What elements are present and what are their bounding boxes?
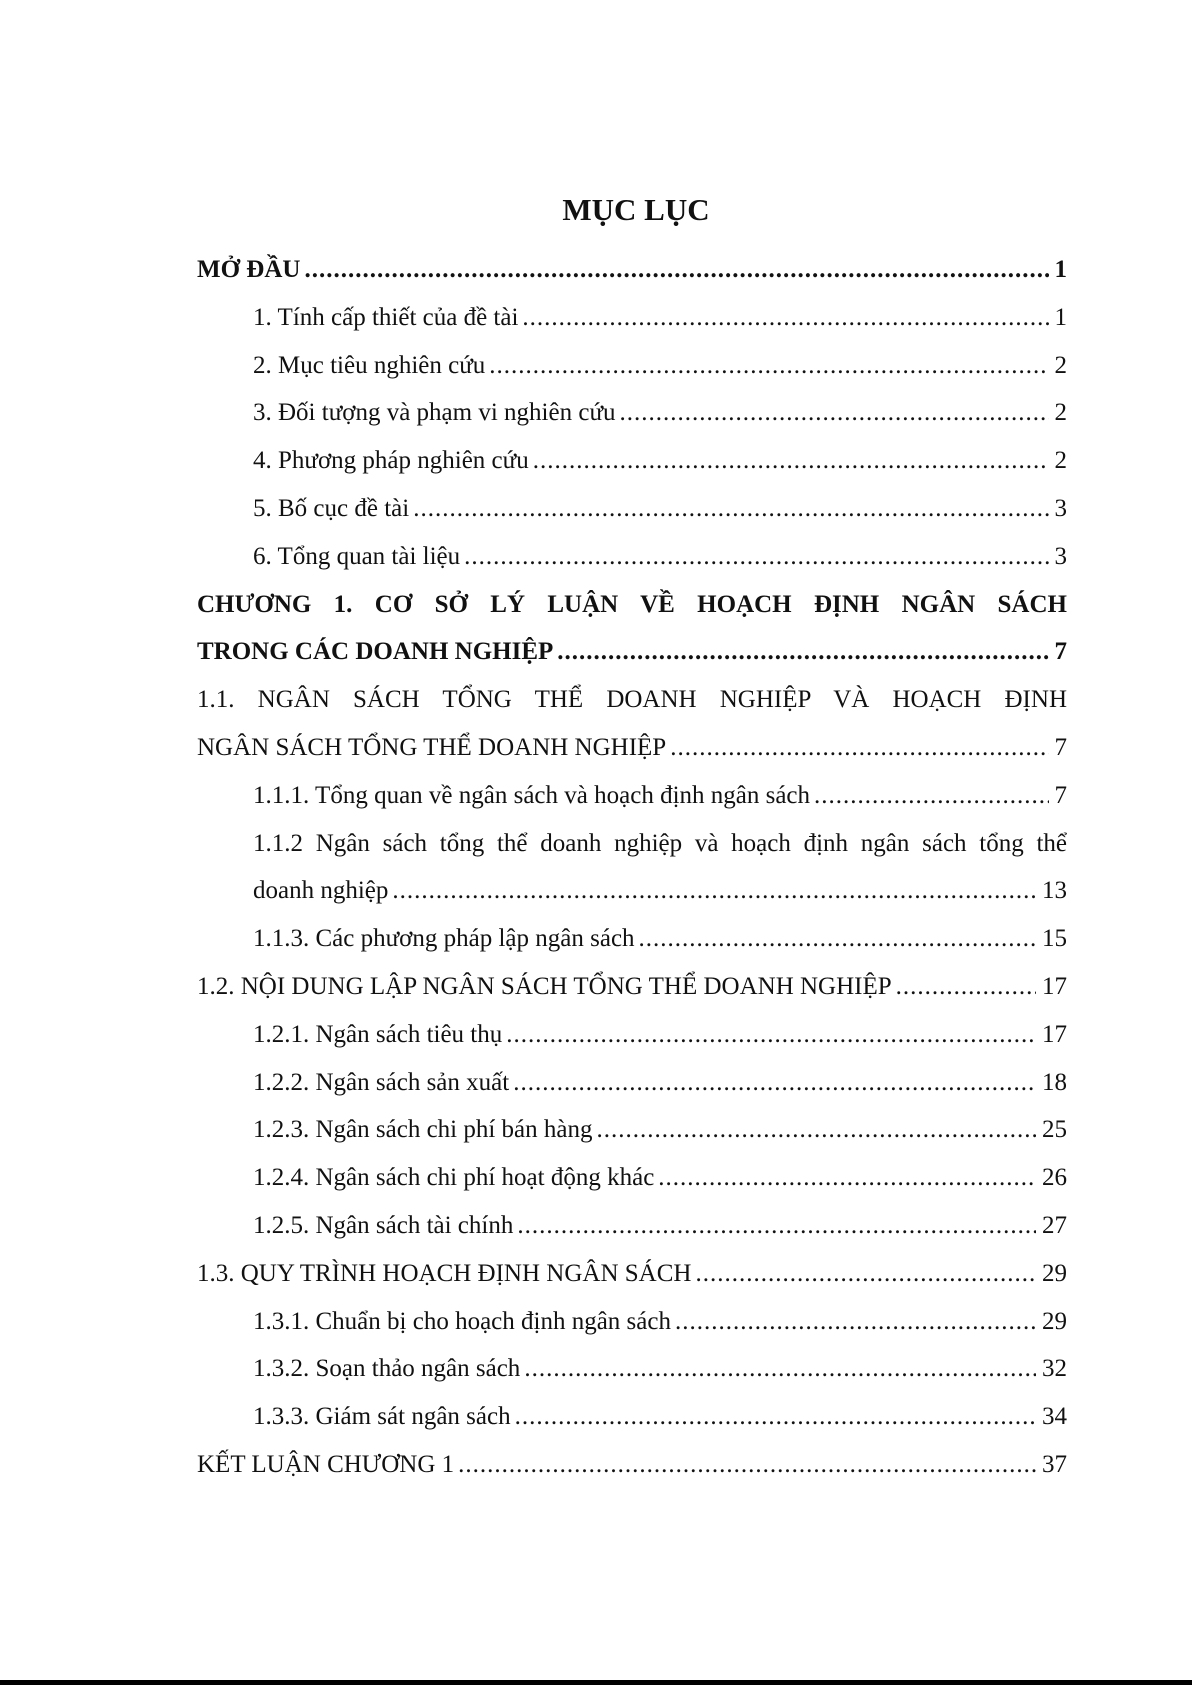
toc-page-number: 17 xyxy=(1042,1020,1067,1048)
toc-page-number: 7 xyxy=(1054,733,1067,761)
toc-page-number: 1 xyxy=(1054,303,1067,331)
dot-leader xyxy=(392,867,1036,915)
toc-page-number: 29 xyxy=(1042,1307,1067,1335)
toc-entry-1-1-3[interactable] xyxy=(197,915,1067,963)
toc-entry-text-line1: CHƯƠNG 1. CƠ SỞ LÝ LUẬN VỀ HOẠCH ĐỊNH NGÂN SÁCH xyxy=(197,590,1067,618)
toc-entry-text: 1.3.2. Soạn thảo ngân sách xyxy=(253,1355,521,1383)
toc-entry-ket-luan[interactable] xyxy=(197,1441,1067,1489)
toc-page-number: 32 xyxy=(1042,1355,1067,1383)
toc-page-number: 29 xyxy=(1042,1259,1067,1287)
toc-entry-text-line2: doanh nghiệp xyxy=(253,877,389,905)
dot-leader xyxy=(458,1441,1036,1489)
toc-page-number: 37 xyxy=(1042,1450,1067,1478)
toc-entry-text: 1.2.5. Ngân sách tài chính xyxy=(253,1211,514,1239)
toc-page-number: 27 xyxy=(1042,1211,1067,1239)
toc-entry-text: 1.2.3. Ngân sách chi phí bán hàng xyxy=(253,1116,593,1144)
toc-entry-text: 1. Tính cấp thiết của đề tài xyxy=(253,303,519,331)
toc-entry-text-line1: 1.1. NGÂN SÁCH TỔNG THỂ DOANH NGHIỆP VÀ HOẠCH ĐỊNH xyxy=(197,686,1067,714)
dot-leader xyxy=(413,485,1048,533)
toc-entry-1-2-4[interactable] xyxy=(197,1154,1067,1202)
toc-entry-chuong-1[interactable] xyxy=(197,581,1067,677)
dot-leader xyxy=(506,1011,1036,1059)
toc-entry-text: 3. Đối tượng và phạm vi nghiên cứu xyxy=(253,399,616,427)
dot-leader xyxy=(597,1106,1036,1154)
toc-entry-1-2-1[interactable] xyxy=(197,1011,1067,1059)
toc-entry-mo-dau[interactable] xyxy=(197,246,1067,294)
toc-entry-1-2-3[interactable] xyxy=(197,1106,1067,1154)
toc-entry-doi-tuong[interactable] xyxy=(197,389,1067,437)
toc-entry-muc-tieu[interactable] xyxy=(197,342,1067,390)
toc-entry-text: 1.2.2. Ngân sách sản xuất xyxy=(253,1068,510,1096)
toc-entry-text-line2: NGÂN SÁCH TỔNG THỂ DOANH NGHIỆP xyxy=(197,733,667,761)
toc-title: MỤC LỤC xyxy=(562,192,710,227)
toc-entry-text-line1: 1.1.2 Ngân sách tổng thể doanh nghiệp và hoạch định ngân sách tổng thể xyxy=(253,829,1067,857)
toc-entry-text: 1.1.3. Các phương pháp lập ngân sách xyxy=(253,925,635,953)
dot-leader xyxy=(896,963,1036,1011)
toc-entry-text: 2. Mục tiêu nghiên cứu xyxy=(253,351,486,379)
toc-page-number: 25 xyxy=(1042,1116,1067,1144)
toc-entry-text: 1.1.1. Tổng quan về ngân sách và hoạch định ngân sách xyxy=(253,781,811,809)
toc-entry-1-1-2[interactable] xyxy=(197,820,1067,916)
toc-entry-text: 6. Tổng quan tài liệu xyxy=(253,542,461,570)
dot-leader xyxy=(513,1059,1036,1107)
dot-leader xyxy=(675,1298,1036,1346)
toc-page-number: 2 xyxy=(1054,399,1067,427)
bottom-edge-rule xyxy=(0,1680,1192,1685)
toc-entry-text: 4. Phương pháp nghiên cứu xyxy=(253,447,529,475)
dot-leader xyxy=(515,1393,1036,1441)
dot-leader xyxy=(620,389,1049,437)
toc-entry-1-2[interactable] xyxy=(197,963,1067,1011)
dot-leader xyxy=(658,1154,1036,1202)
toc-entry-1-3-3[interactable] xyxy=(197,1393,1067,1441)
toc-entry-1-3[interactable] xyxy=(197,1250,1067,1298)
toc-entry-text: 5. Bố cục đề tài xyxy=(253,494,410,522)
dot-leader xyxy=(489,342,1048,390)
dot-leader xyxy=(304,246,1048,294)
dot-leader xyxy=(814,772,1048,820)
toc-entry-tong-quan[interactable] xyxy=(197,533,1067,581)
toc-page-number: 26 xyxy=(1042,1164,1067,1192)
toc-page-number: 18 xyxy=(1042,1068,1067,1096)
dot-leader xyxy=(533,437,1049,485)
dot-leader xyxy=(517,1202,1036,1250)
toc-entry-1-3-1[interactable] xyxy=(197,1298,1067,1346)
dot-leader xyxy=(670,724,1048,772)
toc-entry-1-1-1[interactable] xyxy=(197,772,1067,820)
dot-leader xyxy=(464,533,1048,581)
toc-page-number: 3 xyxy=(1054,542,1067,570)
toc-page-number: 17 xyxy=(1042,972,1067,1000)
toc-entry-text: MỞ ĐẦU xyxy=(197,256,301,283)
toc-entry-bo-cuc[interactable] xyxy=(197,485,1067,533)
dot-leader xyxy=(557,628,1048,676)
dot-leader xyxy=(522,294,1048,342)
toc-entry-text: 1.3.1. Chuẩn bị cho hoạch định ngân sách xyxy=(253,1307,671,1335)
toc-page-number: 34 xyxy=(1042,1403,1067,1431)
toc-entry-text: 1.2.1. Ngân sách tiêu thụ xyxy=(253,1020,503,1048)
toc-entry-text: 1.2.4. Ngân sách chi phí hoạt động khác xyxy=(253,1164,655,1192)
toc-page-number: 7 xyxy=(1054,781,1067,809)
toc-entry-tinh-cap-thiet[interactable] xyxy=(197,294,1067,342)
toc-entry-1-2-5[interactable] xyxy=(197,1202,1067,1250)
dot-leader xyxy=(524,1345,1036,1393)
toc-entry-phuong-phap[interactable] xyxy=(197,437,1067,485)
toc-page-number: 15 xyxy=(1042,925,1067,953)
toc-page-number: 7 xyxy=(1054,638,1067,666)
toc-entry-1-2-2[interactable] xyxy=(197,1059,1067,1107)
toc-entry-1-1[interactable] xyxy=(197,676,1067,772)
toc-page-number: 13 xyxy=(1042,877,1067,905)
table-of-contents xyxy=(197,246,1067,1489)
toc-entry-text-line2: TRONG CÁC DOANH NGHIỆP xyxy=(197,638,554,666)
toc-page-number: 2 xyxy=(1054,447,1067,475)
toc-page-number: 2 xyxy=(1054,351,1067,379)
toc-entry-1-3-2[interactable] xyxy=(197,1345,1067,1393)
toc-entry-text: KẾT LUẬN CHƯƠNG 1 xyxy=(197,1450,455,1478)
toc-entry-text: 1.3.3. Giám sát ngân sách xyxy=(253,1403,511,1431)
toc-page-number: 1 xyxy=(1054,256,1067,283)
toc-entry-text: 1.3. QUY TRÌNH HOẠCH ĐỊNH NGÂN SÁCH xyxy=(197,1259,692,1287)
toc-page-number: 3 xyxy=(1054,494,1067,522)
toc-entry-text: 1.2. NỘI DUNG LẬP NGÂN SÁCH TỔNG THỂ DOANH NGHIỆP xyxy=(197,972,892,1000)
dot-leader xyxy=(639,915,1036,963)
dot-leader xyxy=(695,1250,1036,1298)
